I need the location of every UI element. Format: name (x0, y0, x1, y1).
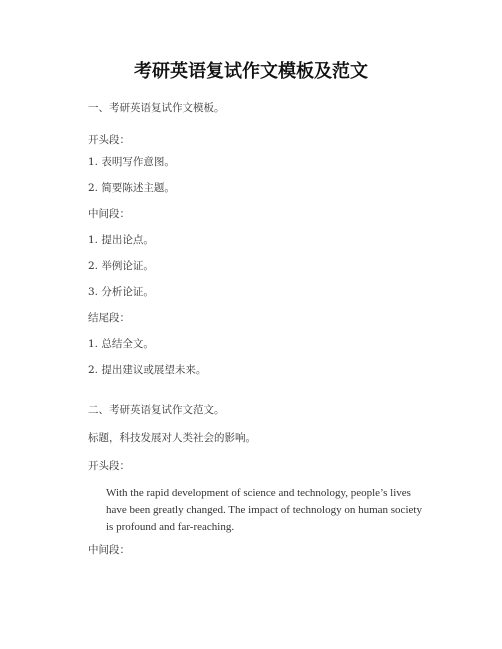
document-title: 考研英语复试作文模板及范文 (134, 61, 368, 82)
list-item: 1. 提出论点。 (88, 234, 154, 246)
opening-heading: 开头段： (88, 134, 130, 146)
sample-paragraph-text: With the rapid development of science and technology, people’s lives have been greatly changed. The impact of technology on human society is profound and far-reaching. (106, 487, 422, 533)
list-item: 1. 表明写作意图。 (88, 156, 175, 168)
opening-heading: 开头段： (88, 460, 130, 472)
list-item: 2. 简要陈述主题。 (88, 182, 175, 194)
list-item: 2. 举例论证。 (88, 260, 154, 272)
section-heading-template: 一、考研英语复试作文模板。 (88, 102, 225, 114)
sample-title: 标题，科技发展对人类社会的影响。 (88, 432, 256, 444)
sample-paragraph (88, 485, 428, 536)
ending-heading: 结尾段： (88, 312, 130, 324)
list-item: 1. 总结全文。 (88, 338, 154, 350)
middle-heading: 中间段： (88, 208, 130, 220)
list-item: 3. 分析论证。 (88, 286, 154, 298)
list-item: 2. 提出建议或展望未来。 (88, 364, 207, 376)
middle-heading: 中间段： (88, 544, 130, 556)
section-heading-sample: 二、考研英语复试作文范文。 (88, 404, 225, 416)
